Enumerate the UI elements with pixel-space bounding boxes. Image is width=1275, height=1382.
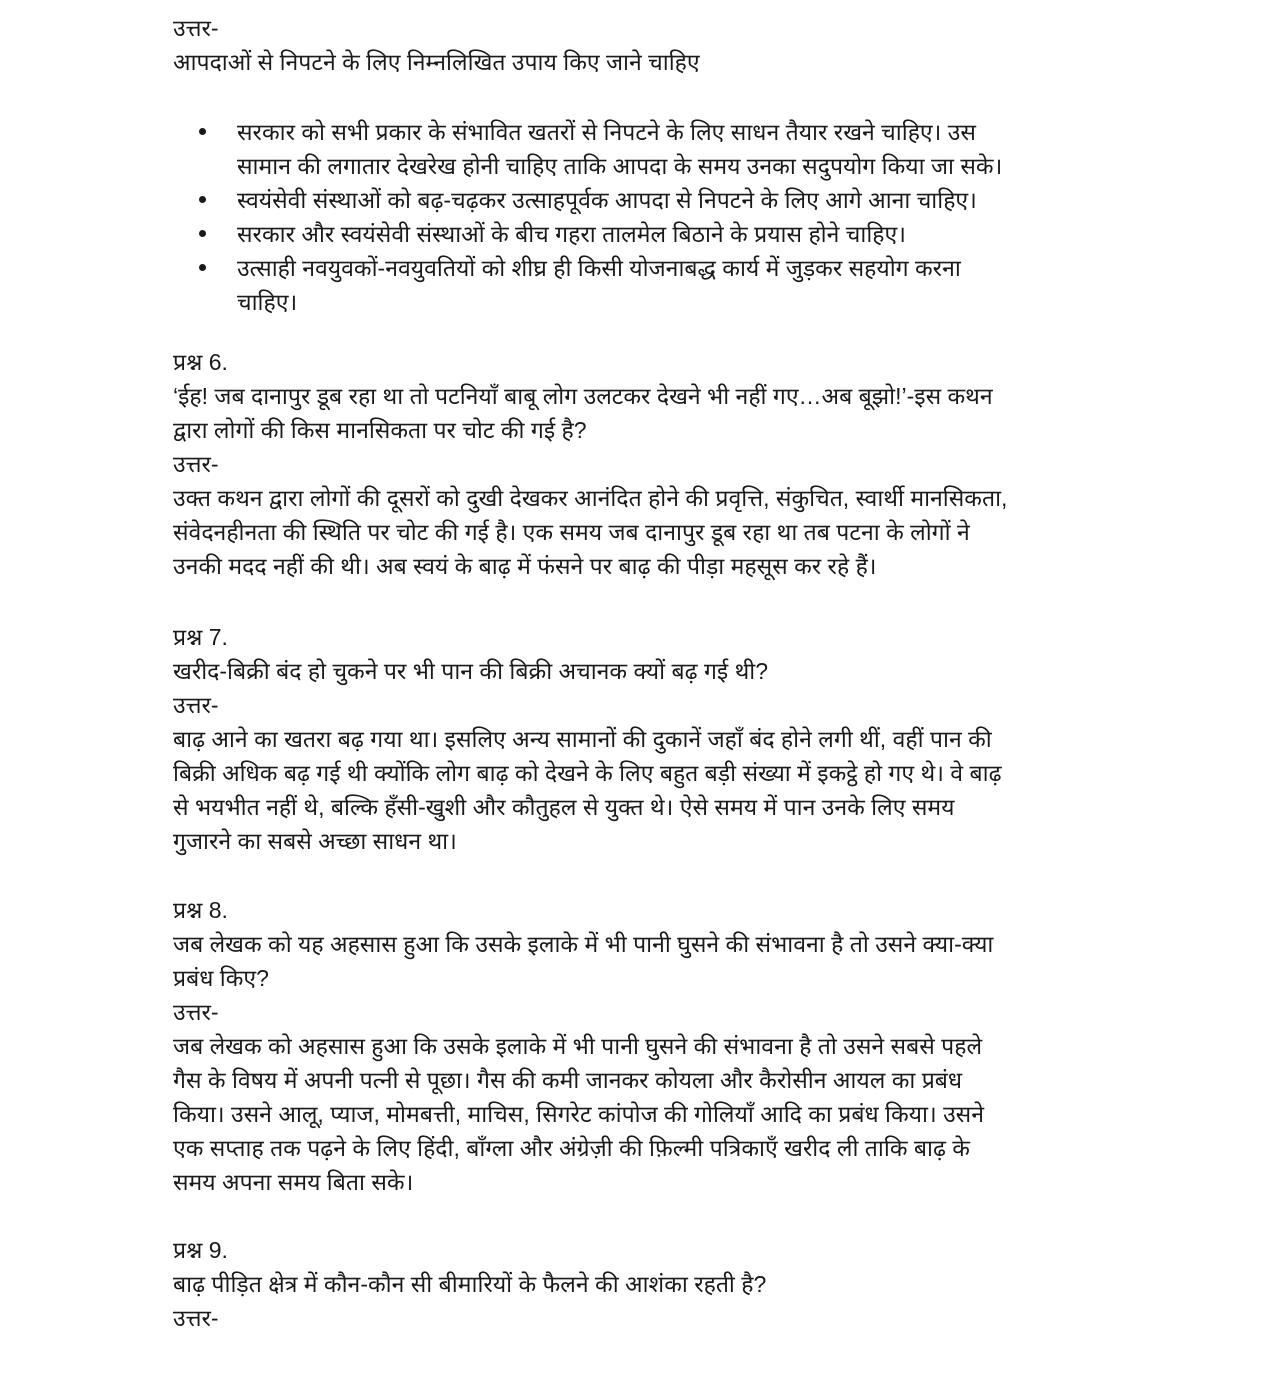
bullet-icon — [199, 196, 206, 203]
answer-text: गैस के विषय में अपनी पत्नी से पूछा। गैस की कमी जानकर कोयला और कैरोसीन आयल का प्रबंध — [173, 1067, 963, 1093]
answer-text: एक सप्ताह तक पढ़ने के लिए हिंदी, बाँग्ला और अंग्रेज़ी की फ़िल्मी पत्रिकाएँ खरीद ली ताकि बाढ़ के — [173, 1135, 970, 1161]
answer-text: बाढ़ आने का खतरा बढ़ गया था। इसलिए अन्य सामानों की दुकानें जहाँ बंद होने लगी थीं, वहीं पान की — [173, 726, 992, 752]
question-text: खरीद-बिक्री बंद हो चुकने पर भी पान की बिक्री अचानक क्यों बढ़ गई थी? — [173, 658, 769, 684]
answer-label: उत्तर- — [173, 999, 219, 1025]
answer-label: उत्तर- — [173, 1305, 219, 1331]
question-number: प्रश्न 6. — [173, 349, 228, 375]
answer-text: बिक्री अधिक बढ़ गई थी क्योंकि लोग बाढ़ को देखने के लिए बहुत बड़ी संख्या में इकट्ठे हो गए थे। वे बाढ़ — [173, 760, 1002, 786]
answer-text: से भयभीत नहीं थे, बल्कि हँसी-खुशी और कौतुहल से युक्त थे। ऐसे समय में पान उनके लिए समय — [173, 794, 955, 820]
answer-text: जब लेखक को अहसास हुआ कि उसके इलाके में भी पानी घुसने की संभावना है तो उसने सबसे पहले — [173, 1033, 983, 1059]
question-6 — [173, 345, 1007, 583]
question-number: प्रश्न 8. — [173, 897, 228, 923]
intro-answer — [173, 11, 700, 79]
bullet-icon — [199, 264, 206, 271]
list-item-line: सामान की लगातार देखरेख होनी चाहिए ताकि आपदा के समय उनका सदुपयोग किया जा सके। — [237, 153, 1003, 179]
answer-text: समय अपना समय बिता सके। — [173, 1169, 414, 1195]
question-7 — [173, 620, 1002, 858]
measures-list — [173, 115, 1002, 319]
question-text: प्रबंध किए? — [173, 965, 269, 991]
list-item — [173, 217, 1002, 251]
list-item — [173, 251, 1002, 319]
question-text: ‘ईह! जब दानापुर डूब रहा था तो पटनियाँ बाबू लोग उलटकर देखने भी नहीं गए…अब बूझो!’-इस कथन — [173, 383, 993, 409]
answer-text: गुजारने का सबसे अच्छा साधन था। — [173, 828, 457, 854]
question-8 — [173, 893, 993, 1199]
list-item-line: उत्साही नवयुवकों-नवयुवतियों को शीघ्र ही किसी योजनाबद्ध कार्य में जुड़कर सहयोग करना — [237, 255, 961, 281]
question-number: प्रश्न 7. — [173, 624, 228, 650]
answer-lead: आपदाओं से निपटने के लिए निम्नलिखित उपाय किए जाने चाहिए — [173, 49, 700, 75]
list-item-line: चाहिए। — [237, 289, 298, 315]
question-number: प्रश्न 9. — [173, 1237, 228, 1263]
question-text: जब लेखक को यह अहसास हुआ कि उसके इलाके में भी पानी घुसने की संभावना है तो उसने क्या-क्या — [173, 931, 994, 957]
question-text: द्वारा लोगों की किस मानसिकता पर चोट की गई है? — [173, 417, 587, 443]
answer-text: उक्त कथन द्वारा लोगों की दूसरों को दुखी देखकर आनंदित होने की प्रवृत्ति, संकुचित, स्वार्थी मानसिकता, — [173, 485, 1008, 511]
question-9 — [173, 1233, 766, 1335]
answer-label: उत्तर- — [173, 451, 219, 477]
answer-text: संवेदनहीनता की स्थिति पर चोट की गई है। एक समय जब दानापुर डूब रहा था तब पटना के लोगों ने — [173, 519, 970, 545]
question-text: बाढ़ पीड़ित क्षेत्र में कौन-कौन सी बीमारियों के फैलने की आशंका रहती है? — [173, 1271, 767, 1297]
answer-text: किया। उसने आलू, प्याज, मोमबत्ती, माचिस, सिगरेट कांपोज की गोलियाँ आदि का प्रबंध किया। उसने — [173, 1101, 984, 1127]
answer-text: उनकी मदद नहीं की थी। अब स्वयं के बाढ़ में फंसने पर बाढ़ की पीड़ा महसूस कर रहे हैं। — [173, 553, 877, 579]
list-item — [173, 183, 1002, 217]
list-item-line: सरकार और स्वयंसेवी संस्थाओं के बीच गहरा तालमेल बिठाने के प्रयास होने चाहिए। — [237, 221, 906, 247]
bullet-icon — [199, 128, 206, 135]
answer-label: उत्तर- — [173, 15, 219, 41]
list-item-line: सरकार को सभी प्रकार के संभावित खतरों से निपटने के लिए साधन तैयार रखने चाहिए। उस — [237, 119, 976, 145]
list-item — [173, 115, 1002, 183]
list-item-line: स्वयंसेवी संस्थाओं को बढ़-चढ़कर उत्साहपूर्वक आपदा से निपटने के लिए आगे आना चाहिए। — [237, 187, 977, 213]
bullet-icon — [199, 230, 206, 237]
answer-label: उत्तर- — [173, 692, 219, 718]
